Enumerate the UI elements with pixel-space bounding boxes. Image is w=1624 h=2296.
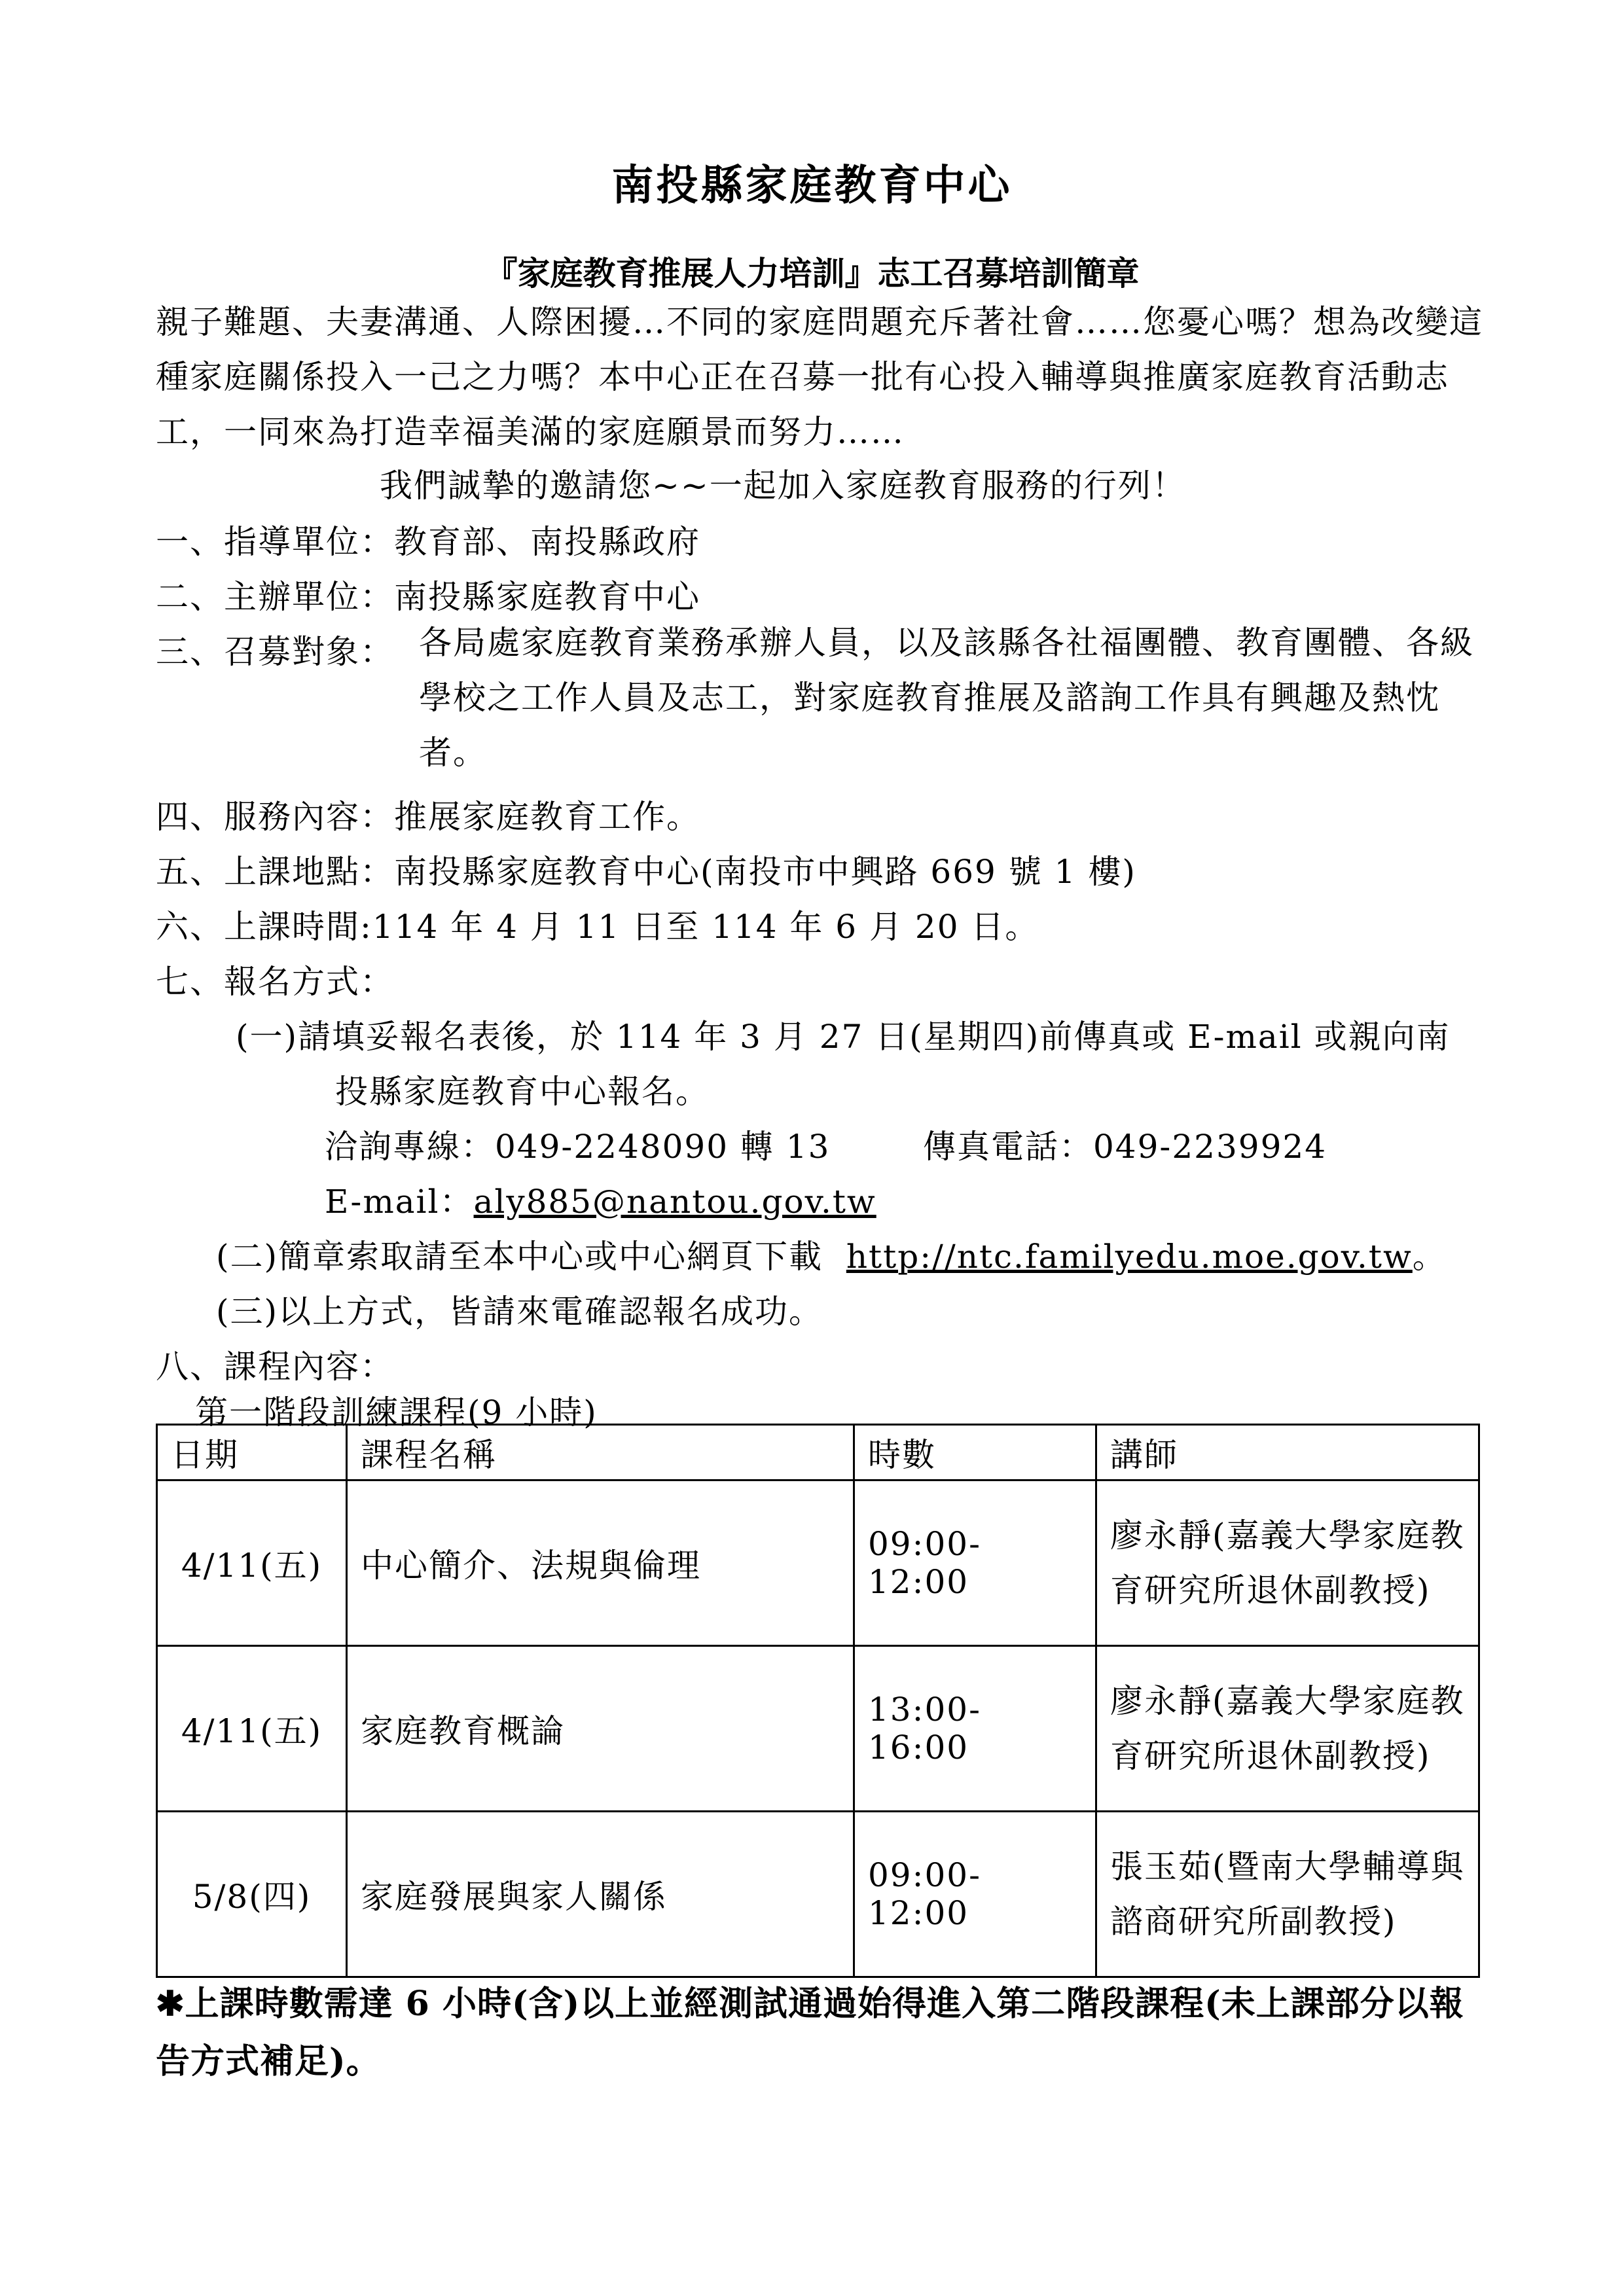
website-link[interactable]: http://ntc.familyedu.moe.gov.tw xyxy=(846,1238,1413,1276)
cell-course-name: 家庭教育概論 xyxy=(347,1646,854,1812)
cell-hours: 09:00-12:00 xyxy=(854,1480,1096,1646)
page-subtitle: 『家庭教育推展人力培訓』志工召募培訓簡章 xyxy=(484,254,1140,293)
header-course-name: 課程名稱 xyxy=(347,1425,854,1480)
section-recruit-target-label: 三、召募對象： xyxy=(156,633,394,671)
section-recruit-target-text: 各局處家庭教育業務承辦人員，以及該縣各社福團體、教育團體、各級學校之工作人員及志工，對家庭教育推展及諮詢工作具有興趣及熱忱者。 xyxy=(419,624,1474,772)
registration-item-2 xyxy=(216,1230,1447,1278)
section-schedule xyxy=(156,901,1039,948)
stage-title: 第一階段訓練課程(9 小時) xyxy=(195,1393,598,1431)
section-text: 南投縣家庭教育中心(南投市中興路 669 號 1 樓) xyxy=(394,853,1136,891)
course-table xyxy=(156,1424,1480,1978)
header-hours: 時數 xyxy=(854,1425,1096,1480)
cell-lecturer: 廖永靜(嘉義大學家庭教育研究所退休副教授) xyxy=(1096,1480,1479,1646)
cell-lecturer: 張玉茹(暨南大學輔導與諮商研究所副教授) xyxy=(1096,1812,1479,1977)
cell-lecturer: 廖永靜(嘉義大學家庭教育研究所退休副教授) xyxy=(1096,1646,1479,1812)
fax-text: 傳真電話：049-2239924 xyxy=(923,1128,1327,1166)
section-guidance xyxy=(156,516,700,563)
section-label: 二、主辦單位： xyxy=(156,578,394,616)
section-text: 114 年 4 月 11 日至 114 年 6 月 20 日。 xyxy=(372,908,1039,946)
section-text: 南投縣家庭教育中心 xyxy=(394,578,700,616)
cell-hours: 13:00-16:00 xyxy=(854,1646,1096,1812)
section-organizer xyxy=(156,571,700,618)
section-location xyxy=(156,846,1136,893)
email-line xyxy=(325,1175,876,1223)
email-label: E-mail： xyxy=(325,1183,474,1221)
table-row xyxy=(157,1646,1479,1812)
cell-date: 5/8(四) xyxy=(157,1812,347,1977)
section-label: 六、上課時間: xyxy=(156,908,372,946)
section-label: 一、指導單位： xyxy=(156,523,394,561)
item-2-suffix: 。 xyxy=(1412,1238,1447,1276)
hotline-text: 洽詢專線：049-2248090 轉 13 xyxy=(325,1128,831,1166)
table-header-row xyxy=(157,1425,1479,1480)
cell-hours: 09:00-12:00 xyxy=(854,1812,1096,1977)
section-label: 五、上課地點： xyxy=(156,853,394,891)
table-row xyxy=(157,1812,1479,1977)
registration-item-1-cont: 投縣家庭教育中心報名。 xyxy=(335,1073,710,1111)
header-lecturer: 講師 xyxy=(1096,1425,1479,1480)
cell-date: 4/11(五) xyxy=(157,1480,347,1646)
table-row xyxy=(157,1480,1479,1646)
section-service xyxy=(156,791,700,838)
invitation-line: 我們誠摯的邀請您~~一起加入家庭教育服務的行列！ xyxy=(380,467,1186,505)
registration-item-1: (一)請填妥報名表後，於 114 年 3 月 27 日(星期四)前傳真或 E-mail 或親向南 xyxy=(236,1018,1451,1056)
cell-date: 4/11(五) xyxy=(157,1646,347,1812)
requirement-note: ✱上課時數需達 6 小時(含)以上並經測試通過始得進入第二階段課程(未上課部分以報告方式補足)。 xyxy=(156,1984,1464,2081)
intro-paragraph: 親子難題、夫妻溝通、人際困擾…不同的家庭問題充斥著社會……您憂心嗎？想為改變這種家庭關係投入一己之力嗎？本中心正在召募一批有心投入輔導與推廣家庭教育活動志工，一同來為打造幸福美滿的家庭願景而努力…… xyxy=(156,303,1483,451)
item-2-text: (二)簡章索取請至本中心或中心網頁下載 xyxy=(216,1238,823,1276)
section-label: 四、服務內容： xyxy=(156,798,394,836)
section-registration-label: 七、報名方式： xyxy=(156,963,394,1001)
section-text: 教育部、南投縣政府 xyxy=(394,523,700,561)
page-title: 南投縣家庭教育中心 xyxy=(611,161,1013,210)
email-link[interactable]: aly885@nantou.gov.tw xyxy=(473,1183,876,1221)
registration-item-3: (三)以上方式，皆請來電確認報名成功。 xyxy=(216,1293,823,1331)
section-text: 推展家庭教育工作。 xyxy=(394,798,700,836)
section-course-label: 八、課程內容： xyxy=(156,1348,394,1386)
cell-course-name: 中心簡介、法規與倫理 xyxy=(347,1480,854,1646)
cell-course-name: 家庭發展與家人關係 xyxy=(347,1812,854,1977)
header-date: 日期 xyxy=(157,1425,347,1480)
